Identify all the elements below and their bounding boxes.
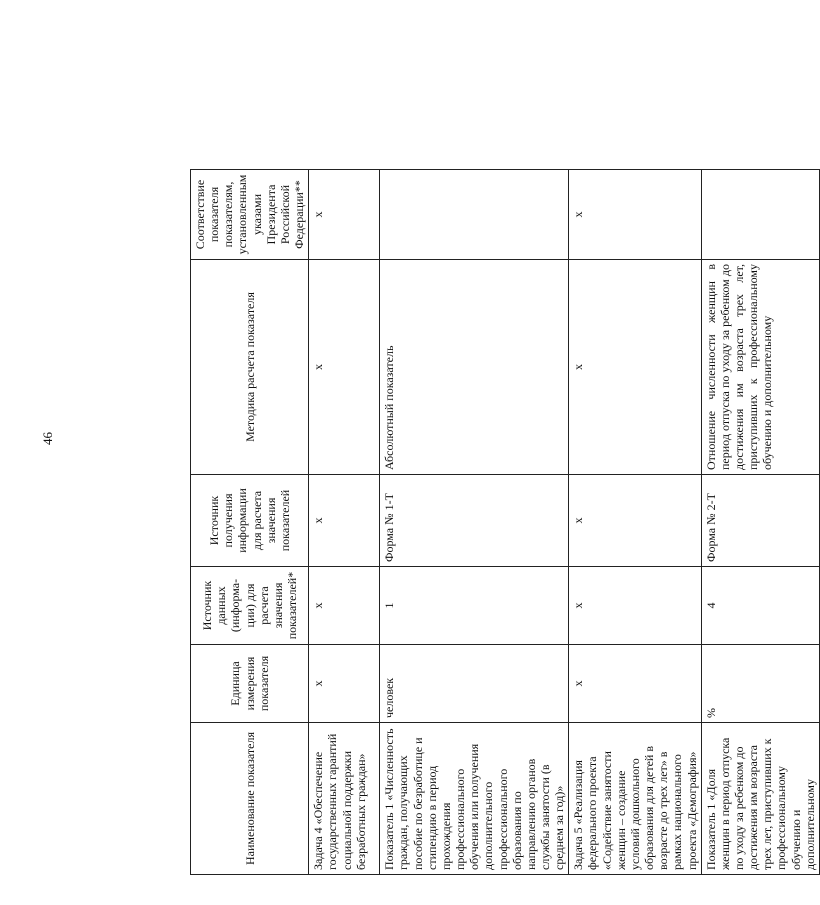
cell-method: Отношение численности женщин в период отпуска по уходу за ребенком до достижения им возраста трех лет, приступивших к профессиональному обучению и дополнительному — [701, 260, 819, 475]
cell-compliance: х — [569, 170, 701, 260]
cell-unit: % — [701, 645, 819, 723]
cell-name: Показатель 1 «Численность граждан, получающих пособие по безработице и стипендию в период прохождения профессионального обучения или получения дополнительного профессионального образования по направлению органов службы занятости (в среднем за год)» — [380, 723, 569, 875]
table-row — [569, 170, 701, 875]
indicators-table — [190, 169, 820, 875]
cell-name: Задача 5 «Реализация федерального проекта «Содействие занятости женщин – создание условий дошкольного образования для детей в возрасте до трех лет» в рамках национального проекта «Демография» — [569, 723, 701, 875]
page-number: 46 — [40, 432, 55, 445]
cell-info-source: Форма № 1-Т — [380, 475, 569, 567]
cell-name: Показатель 1 «Доля женщин в период отпуска по уходу за ребенком до достижения им возраста трех лет, приступивших к профессиональному обучению и дополнительному — [701, 723, 819, 875]
cell-unit: человек — [380, 645, 569, 723]
cell-compliance: х — [309, 170, 380, 260]
header-calculation-method: Методика расчета показателя — [191, 260, 309, 475]
cell-data-source: х — [309, 567, 380, 645]
table-header-row — [191, 170, 309, 875]
indicators-table-wrapper — [190, 170, 817, 875]
cell-info-source: Форма № 2-Т — [701, 475, 819, 567]
cell-method: х — [309, 260, 380, 475]
cell-unit: х — [309, 645, 380, 723]
table-row — [380, 170, 569, 875]
cell-info-source: х — [309, 475, 380, 567]
header-indicator-name: Наименование показателя — [191, 723, 309, 875]
table-row — [309, 170, 380, 875]
cell-method: х — [569, 260, 701, 475]
header-presidential-compliance: Соответствие показателя показателям, установленным указами Президента Российской Федерации** — [191, 170, 309, 260]
cell-compliance — [701, 170, 819, 260]
header-data-source: Источник данных (информа-ции) для расчета значения показателей* — [191, 567, 309, 645]
cell-data-source: 4 — [701, 567, 819, 645]
header-info-source: Источник получения информации для расчета значения показателей — [191, 475, 309, 567]
cell-data-source: 1 — [380, 567, 569, 645]
cell-name: Задача 4 «Обеспечение государственных гарантий социальной поддержки безработных граждан» — [309, 723, 380, 875]
cell-method: Абсолютный показатель — [380, 260, 569, 475]
cell-data-source: х — [569, 567, 701, 645]
cell-unit: х — [569, 645, 701, 723]
cell-info-source: х — [569, 475, 701, 567]
cell-compliance — [380, 170, 569, 260]
header-unit: Единица измерения показателя — [191, 645, 309, 723]
table-row — [701, 170, 819, 875]
